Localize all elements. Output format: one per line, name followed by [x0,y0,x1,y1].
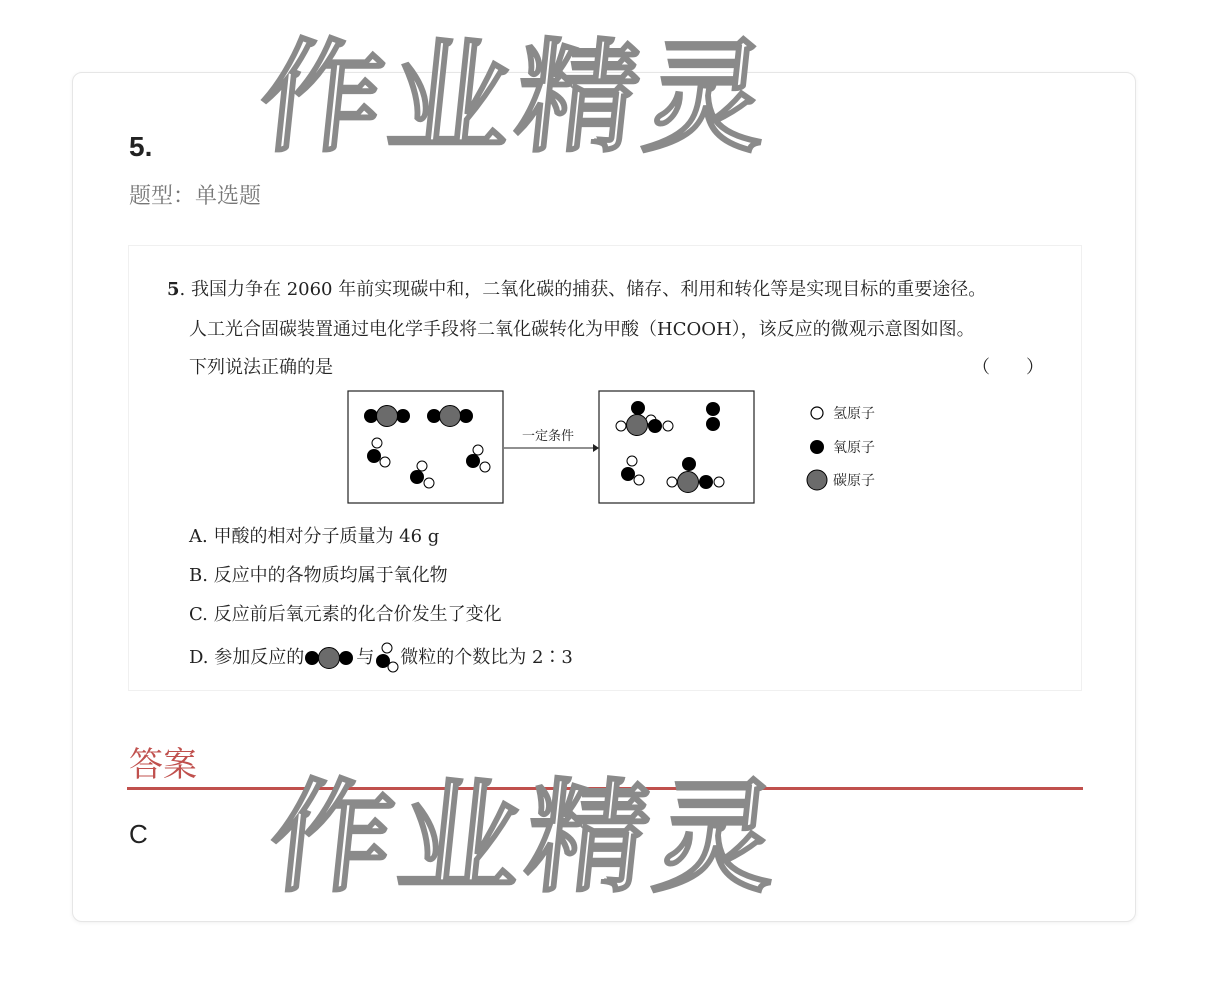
option-d: D. 参加反应的 与 微粒的个数比为 2∶3 [189,642,573,674]
stem-line-3: 下列说法正确的是 [189,357,333,378]
answer-value: C [129,819,148,849]
legend-carbon: 碳原子 [833,473,875,489]
answer-divider [127,787,1083,790]
stem-line-2: 人工光合固碳装置通过电化学手段将二氧化碳转化为甲酸（HCOOH），该反应的微观示意图如图。 [189,319,975,340]
answer-heading: 答案 [129,745,197,785]
question-content [128,245,1082,691]
stem-number: 5 [167,279,180,300]
question-number: 5. [129,131,153,162]
option-a: A. 甲酸的相对分子质量为 46 g [189,526,440,547]
legend-hydrogen: 氢原子 [833,406,875,422]
products-box [599,391,754,503]
legend [807,406,875,490]
option-c: C. 反应前后氧元素的化合价发生了变化 [189,604,502,625]
answer-blank: （ ） [972,357,1044,378]
stem-line-1: 5. 我国力争在 2060 年前实现碳中和，二氧化碳的捕获、储存、利用和转化等是实现目标的重要途径。 [167,279,987,300]
arrow-label: 一定条件 [521,429,575,444]
reaction-diagram [347,390,887,508]
watermark-bottom: 作业精灵 [263,767,791,909]
watermark-top: 作业精灵 [253,27,781,169]
legend-oxygen: 氧原子 [833,440,875,456]
co2-inline-icon [304,646,356,670]
question-card [72,72,1136,922]
option-b: B. 反应中的各物质均属于氧化物 [189,565,448,586]
question-type: 题型：单选题 [129,184,262,209]
h2o-inline-icon [374,642,400,674]
